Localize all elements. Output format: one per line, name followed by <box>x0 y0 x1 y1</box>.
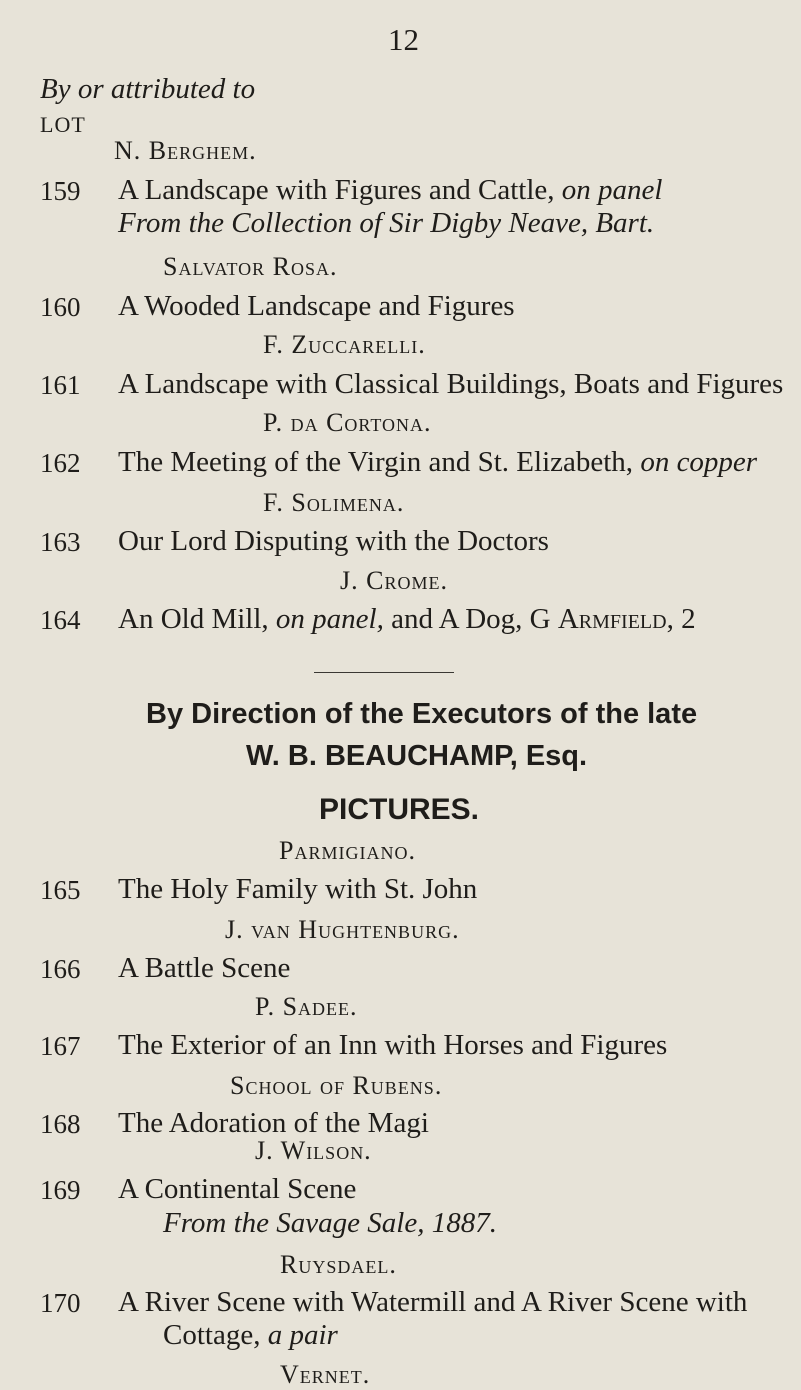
lot-number: 168 <box>40 1109 81 1139</box>
section-heading: PICTURES. <box>319 793 480 826</box>
lot-title-medium: on panel <box>561 174 663 206</box>
lot-title-medium: a pair <box>267 1319 338 1351</box>
artist-name: J. van Hughtenburg. <box>225 915 460 944</box>
lot-title: The Adoration of the Magi <box>118 1107 429 1139</box>
lot-title: The Exterior of an Inn with Horses and Figures <box>118 1029 668 1061</box>
page-number: 12 <box>388 22 419 57</box>
lot-number: 161 <box>40 370 81 400</box>
artist-name: N. Berghem. <box>114 136 257 165</box>
direction-line: By Direction of the Executors of the late <box>146 698 698 730</box>
artist-name: J. Wilson. <box>255 1136 372 1165</box>
artist-name: P. da Cortona. <box>263 408 432 437</box>
lot-column-header: LOT <box>40 112 86 137</box>
lot-title-text: An Old Mill, <box>118 603 276 635</box>
artist-name: J. Crome. <box>340 566 448 595</box>
lot-provenance: From the Collection of Sir Digby Neave, Bart. <box>118 207 655 239</box>
lot-number: 162 <box>40 448 81 478</box>
artist-name: P. Sadee. <box>255 992 358 1021</box>
page-header: By or attributed to <box>40 73 256 105</box>
divider <box>314 672 454 673</box>
lot-title: A Wooded Landscape and Figures <box>118 290 515 322</box>
lot-title-text: The Meeting of the Virgin and St. Elizabeth, <box>118 446 641 478</box>
lot-number: 159 <box>40 176 81 206</box>
artist-name: F. Zuccarelli. <box>263 330 426 359</box>
lot-title-medium: on panel, <box>275 603 384 635</box>
lot-title-text: A Landscape with Figures and Cattle, <box>118 174 562 206</box>
artist-name: Vernet. <box>280 1360 371 1389</box>
lot-number: 170 <box>40 1288 81 1318</box>
lot-title-text: , 2 <box>666 603 696 635</box>
artist-name: F. Solimena. <box>263 488 405 517</box>
lot-number: 163 <box>40 527 81 557</box>
lot-title-text: Cottage, <box>163 1319 268 1351</box>
lot-title-medium: on copper <box>640 446 758 478</box>
lot-title-continued <box>163 1319 338 1352</box>
lot-title <box>118 446 757 479</box>
lot-number: 167 <box>40 1031 81 1061</box>
estate-name: W. B. BEAUCHAMP, Esq. <box>246 740 588 772</box>
lot-title: A Landscape with Classical Buildings, Boats and Figures <box>118 368 784 400</box>
lot-title <box>118 174 662 207</box>
lot-title-artist: Armfield <box>557 603 667 635</box>
lot-title: Our Lord Disputing with the Doctors <box>118 525 549 557</box>
lot-title: A Battle Scene <box>118 952 291 984</box>
lot-title: The Holy Family with St. John <box>118 873 478 905</box>
artist-name: Ruysdael. <box>280 1250 397 1279</box>
lot-number: 166 <box>40 954 81 984</box>
lot-title: A River Scene with Watermill and A River Scene with <box>118 1286 748 1318</box>
lot-number: 169 <box>40 1175 81 1205</box>
lot-number: 165 <box>40 875 81 905</box>
lot-title-text: and A Dog, G <box>383 603 558 635</box>
lot-title: A Continental Scene <box>118 1173 357 1205</box>
lot-number: 160 <box>40 292 81 322</box>
lot-number: 164 <box>40 605 81 635</box>
artist-name: Salvator Rosa. <box>163 252 338 281</box>
lot-title <box>118 603 696 636</box>
artist-name: Parmigiano. <box>279 836 416 865</box>
lot-provenance: From the Savage Sale, 1887. <box>163 1207 497 1239</box>
artist-name: School of Rubens. <box>230 1071 443 1100</box>
